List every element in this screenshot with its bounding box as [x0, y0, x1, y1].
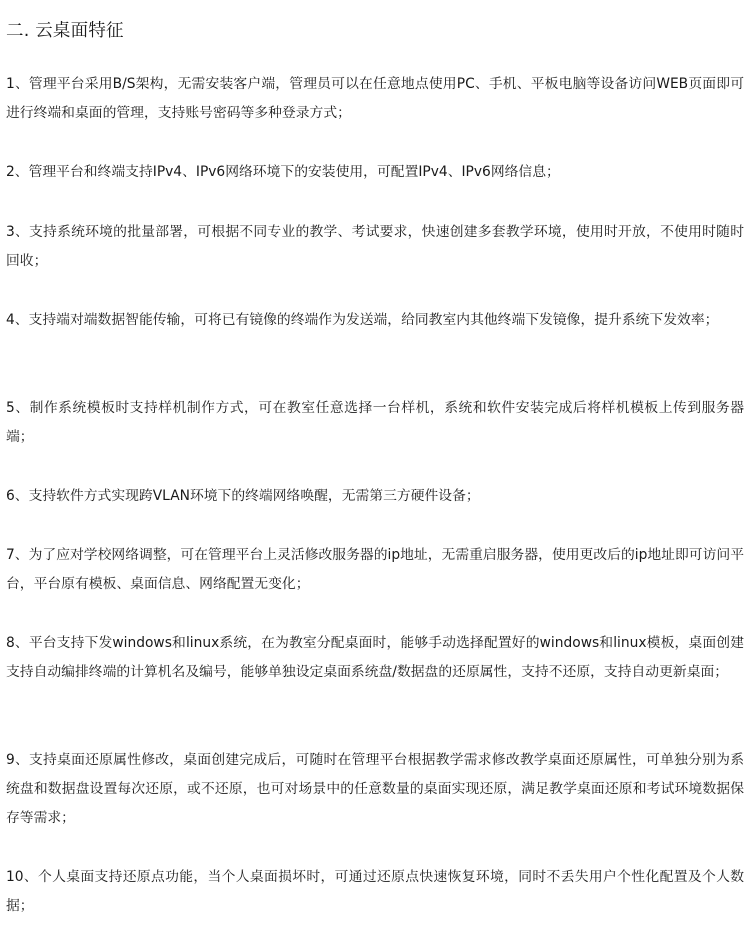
feature-paragraph-10: 10、个人桌面支持还原点功能，当个人桌面损坏时，可通过还原点快速恢复环境，同时不丢失用户个性化配置及个人数据； — [6, 869, 744, 914]
feature-paragraph-6: 6、支持软件方式实现跨VLAN环境下的终端网络唤醒，无需第三方硬件设备； — [6, 488, 480, 504]
feature-paragraph-8: 8、平台支持下发windows和linux系统，在为教室分配桌面时，能够手动选择配置好的windows和linux模板，桌面创建支持自动编排终端的计算机名及编号，能够单独设定桌面系统盘/数据盘的还原属性，支持不还原，支持自动更新桌面； — [6, 635, 744, 680]
section-heading: 二. 云桌面特征 — [6, 21, 124, 41]
feature-paragraph-1: 1、管理平台采用B/S架构，无需安装客户端，管理员可以在任意地点使用PC、手机、平板电脑等设备访问WEB页面即可进行终端和桌面的管理，支持账号密码等多种登录方式； — [6, 76, 744, 121]
feature-paragraph-7: 7、为了应对学校网络调整，可在管理平台上灵活修改服务器的ip地址，无需重启服务器，使用更改后的ip地址即可访问平台，平台原有模板、桌面信息、网络配置无变化； — [6, 547, 744, 592]
feature-paragraph-5: 5、制作系统模板时支持样机制作方式，可在教室任意选择一台样机，系统和软件安装完成后将样机模板上传到服务器端； — [6, 400, 744, 445]
feature-paragraph-3: 3、支持系统环境的批量部署，可根据不同专业的教学、考试要求，快速创建多套教学环境，使用时开放，不使用时随时回收； — [6, 224, 744, 269]
feature-paragraph-9: 9、支持桌面还原属性修改，桌面创建完成后，可随时在管理平台根据教学需求修改教学桌面还原属性，可单独分别为系统盘和数据盘设置每次还原，或不还原，也可对场景中的任意数量的桌面实现还原，满足教学桌面还原和考试环境数据保存等需求； — [6, 752, 744, 826]
feature-paragraph-2: 2、管理平台和终端支持IPv4、IPv6网络环境下的安装使用，可配置IPv4、IPv6网络信息； — [6, 164, 560, 180]
feature-paragraph-4: 4、支持端对端数据智能传输，可将已有镜像的终端作为发送端，给同教室内其他终端下发镜像，提升系统下发效率； — [6, 312, 719, 328]
